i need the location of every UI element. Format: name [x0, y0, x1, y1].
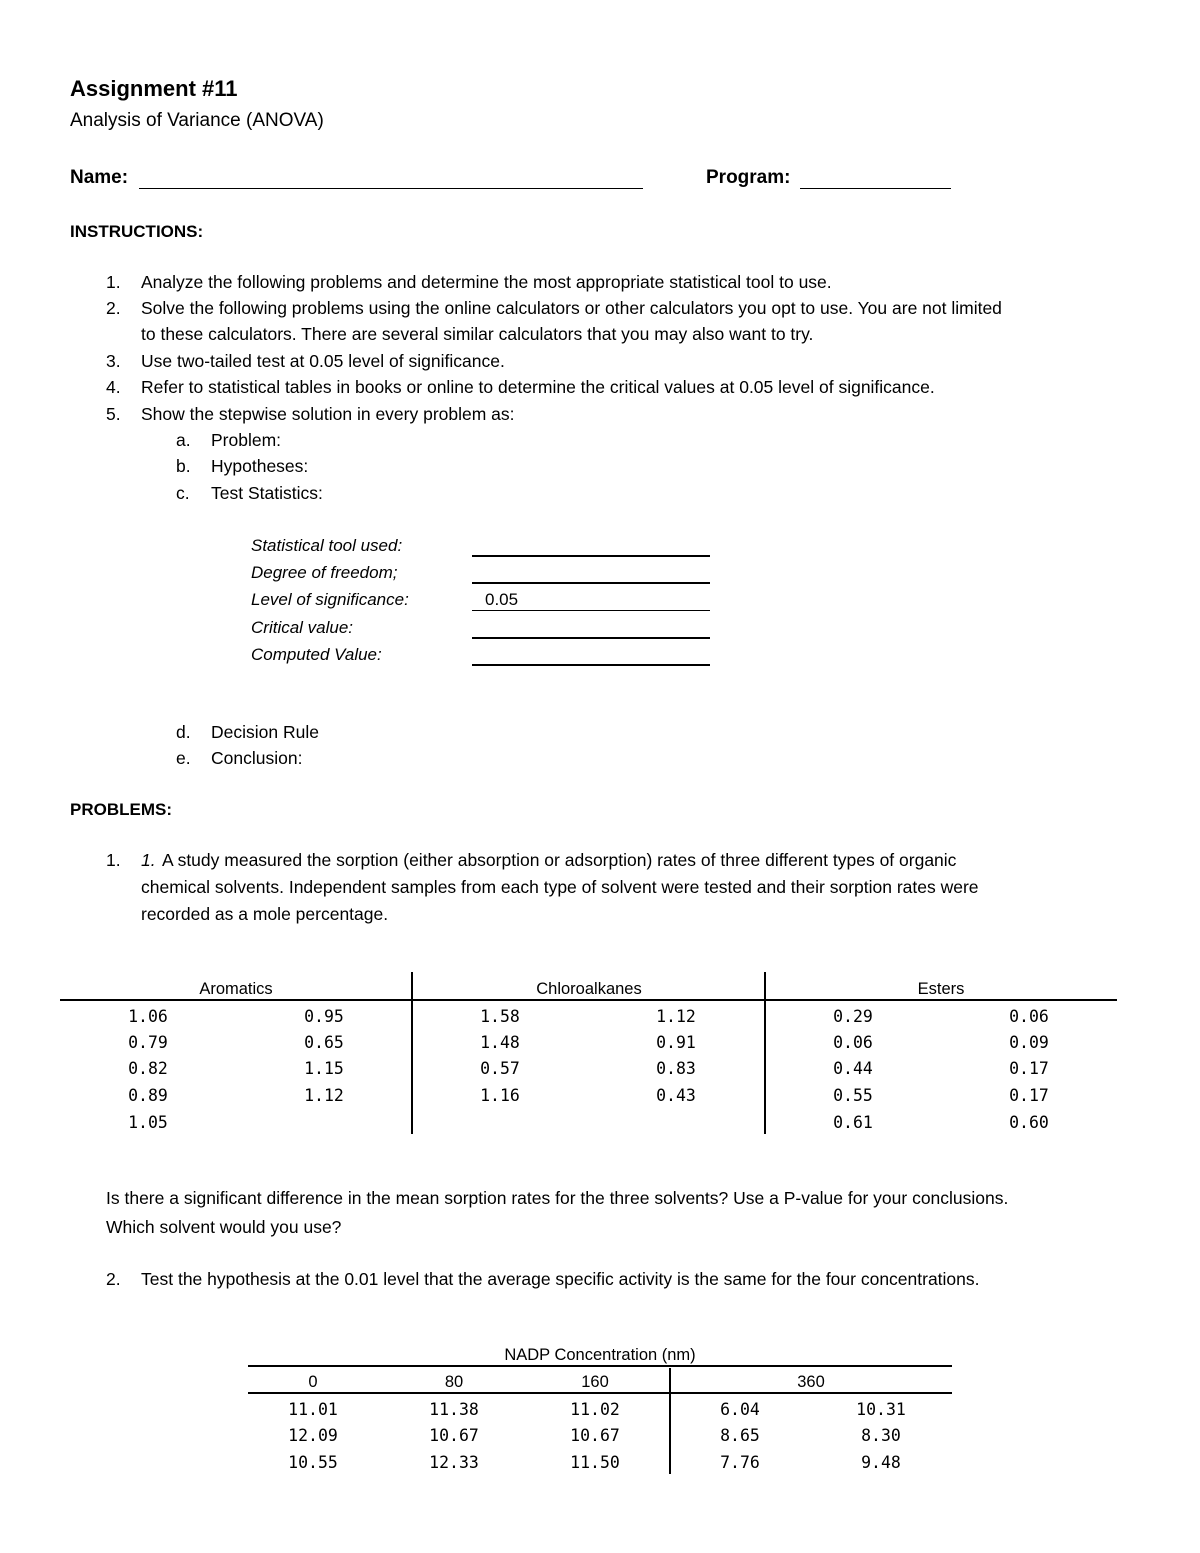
- subitem-letter: c.: [176, 483, 190, 503]
- stat-label: Critical value:: [251, 618, 354, 637]
- page-subtitle: Analysis of Variance (ANOVA): [70, 110, 324, 131]
- table-header: 80: [444, 1373, 464, 1391]
- table-header: Aromatics: [199, 980, 273, 998]
- subitem-text: Test Statistics:: [211, 483, 323, 503]
- table-header: Chloroalkanes: [536, 980, 642, 998]
- table-cell: 11.02: [570, 1400, 620, 1419]
- stat-blank[interactable]: [472, 610, 710, 611]
- program-field[interactable]: [800, 168, 951, 189]
- table-cell: 1.12: [304, 1086, 344, 1105]
- table-rule: [60, 999, 1117, 1001]
- stat-blank[interactable]: [472, 582, 710, 584]
- table-cell: 12.09: [288, 1426, 338, 1445]
- table-cell: 11.50: [570, 1453, 620, 1472]
- table-cell: 1.12: [656, 1007, 696, 1026]
- subitem-text: Decision Rule: [211, 722, 319, 742]
- instruction-text: Analyze the following problems and determine the most appropriate statistical tool to use.: [141, 272, 832, 292]
- table-header: 0: [308, 1373, 318, 1391]
- stat-label: Degree of freedom;: [251, 563, 398, 582]
- name-field[interactable]: [139, 168, 643, 189]
- instruction-text: to these calculators. There are several similar calculators that you may also want to try.: [141, 324, 814, 344]
- instructions-heading: INSTRUCTIONS:: [70, 222, 204, 241]
- instruction-text: Show the stepwise solution in every problem as:: [141, 404, 515, 424]
- problem-text: recorded as a mole percentage.: [141, 904, 389, 924]
- table-cell: 0.44: [833, 1059, 873, 1078]
- table-cell: 0.17: [1009, 1086, 1049, 1105]
- table-cell: 11.01: [288, 1400, 338, 1419]
- problem-text: Test the hypothesis at the 0.01 level that the average specific activity is the same for the four concentrations.: [141, 1269, 980, 1289]
- table-cell: 0.82: [128, 1059, 168, 1078]
- stat-label: Computed Value:: [251, 645, 382, 664]
- instruction-num: 2.: [106, 298, 121, 318]
- table-cell: 0.89: [128, 1086, 168, 1105]
- name-label: Name:: [70, 167, 129, 188]
- table-divider: [764, 972, 766, 1134]
- table-cell: 0.61: [833, 1113, 873, 1132]
- table-cell: 8.30: [861, 1426, 901, 1445]
- table-cell: 0.91: [656, 1033, 696, 1052]
- table-cell: 0.95: [304, 1007, 344, 1026]
- table-cell: 1.48: [480, 1033, 520, 1052]
- table-cell: 9.48: [861, 1453, 901, 1472]
- stat-value: 0.05: [485, 590, 519, 609]
- table-divider: [669, 1368, 671, 1474]
- table-cell: 0.43: [656, 1086, 696, 1105]
- program-label: Program:: [706, 167, 791, 188]
- problem-question: Which solvent would you use?: [106, 1217, 342, 1237]
- subitem-letter: d.: [176, 722, 191, 742]
- table-cell: 0.65: [304, 1033, 344, 1052]
- problem-question: Is there a significant difference in the mean sorption rates for the three solvents? Use a P-value for your conclusions.: [106, 1188, 1009, 1208]
- table-cell: 10.31: [856, 1400, 906, 1419]
- table-cell: 0.29: [833, 1007, 873, 1026]
- instruction-text: Use two-tailed test at 0.05 level of significance.: [141, 351, 505, 371]
- table-cell: 1.05: [128, 1113, 168, 1132]
- table-cell: 10.55: [288, 1453, 338, 1472]
- table-cell: 1.15: [304, 1059, 344, 1078]
- table-title: NADP Concentration (nm): [504, 1346, 696, 1364]
- subitem-letter: e.: [176, 748, 191, 768]
- problem-text: A study measured the sorption (either absorption or adsorption) rates of three different types of organic: [162, 850, 957, 870]
- table-cell: 11.38: [429, 1400, 479, 1419]
- stat-label: Statistical tool used:: [251, 536, 403, 555]
- stat-blank[interactable]: [472, 637, 710, 639]
- table-divider: [411, 972, 413, 1134]
- subitem-text: Hypotheses:: [211, 456, 309, 476]
- instruction-text: Refer to statistical tables in books or online to determine the critical values at 0.05 level of significance.: [141, 377, 935, 397]
- instruction-text: Solve the following problems using the online calculators or other calculators you opt to use. You are not limited: [141, 298, 1002, 318]
- table-cell: 0.60: [1009, 1113, 1049, 1132]
- page-title: Assignment #11: [70, 76, 238, 101]
- problem-italic-num: 1.: [141, 850, 156, 870]
- table-cell: 0.17: [1009, 1059, 1049, 1078]
- table-cell: 0.06: [833, 1033, 873, 1052]
- table-cell: 10.67: [429, 1426, 479, 1445]
- table-cell: 1.06: [128, 1007, 168, 1026]
- table-cell: 1.58: [480, 1007, 520, 1026]
- table-cell: 0.79: [128, 1033, 168, 1052]
- table-header: 160: [581, 1373, 609, 1391]
- problems-heading: PROBLEMS:: [70, 800, 172, 819]
- stat-blank[interactable]: [472, 664, 710, 666]
- stat-blank[interactable]: [472, 555, 710, 557]
- table-cell: 7.76: [720, 1453, 760, 1472]
- table-rule: [248, 1365, 952, 1367]
- subitem-text: Problem:: [211, 430, 282, 450]
- stat-label: Level of significance:: [251, 590, 409, 609]
- problem-num: 2.: [106, 1269, 121, 1289]
- problem-num: 1.: [106, 850, 121, 870]
- table-cell: 0.06: [1009, 1007, 1049, 1026]
- table-cell: 0.57: [480, 1059, 520, 1078]
- table-rule: [248, 1392, 952, 1394]
- problem-text: chemical solvents. Independent samples from each type of solvent were tested and their sorption rates were: [141, 877, 979, 897]
- table-cell: 6.04: [720, 1400, 760, 1419]
- table-cell: 0.09: [1009, 1033, 1049, 1052]
- subitem-letter: a.: [176, 430, 191, 450]
- instruction-num: 1.: [106, 272, 121, 292]
- table-header: Esters: [917, 980, 965, 998]
- subitem-text: Conclusion:: [211, 748, 303, 768]
- table-cell: 12.33: [429, 1453, 479, 1472]
- table-header: 360: [797, 1373, 825, 1391]
- instruction-num: 4.: [106, 377, 121, 397]
- instruction-num: 5.: [106, 404, 121, 424]
- table-cell: 8.65: [720, 1426, 760, 1445]
- table-cell: 0.83: [656, 1059, 696, 1078]
- subitem-letter: b.: [176, 456, 191, 476]
- table-cell: 0.55: [833, 1086, 873, 1105]
- table-cell: 1.16: [480, 1086, 520, 1105]
- instruction-num: 3.: [106, 351, 121, 371]
- table-cell: 10.67: [570, 1426, 620, 1445]
